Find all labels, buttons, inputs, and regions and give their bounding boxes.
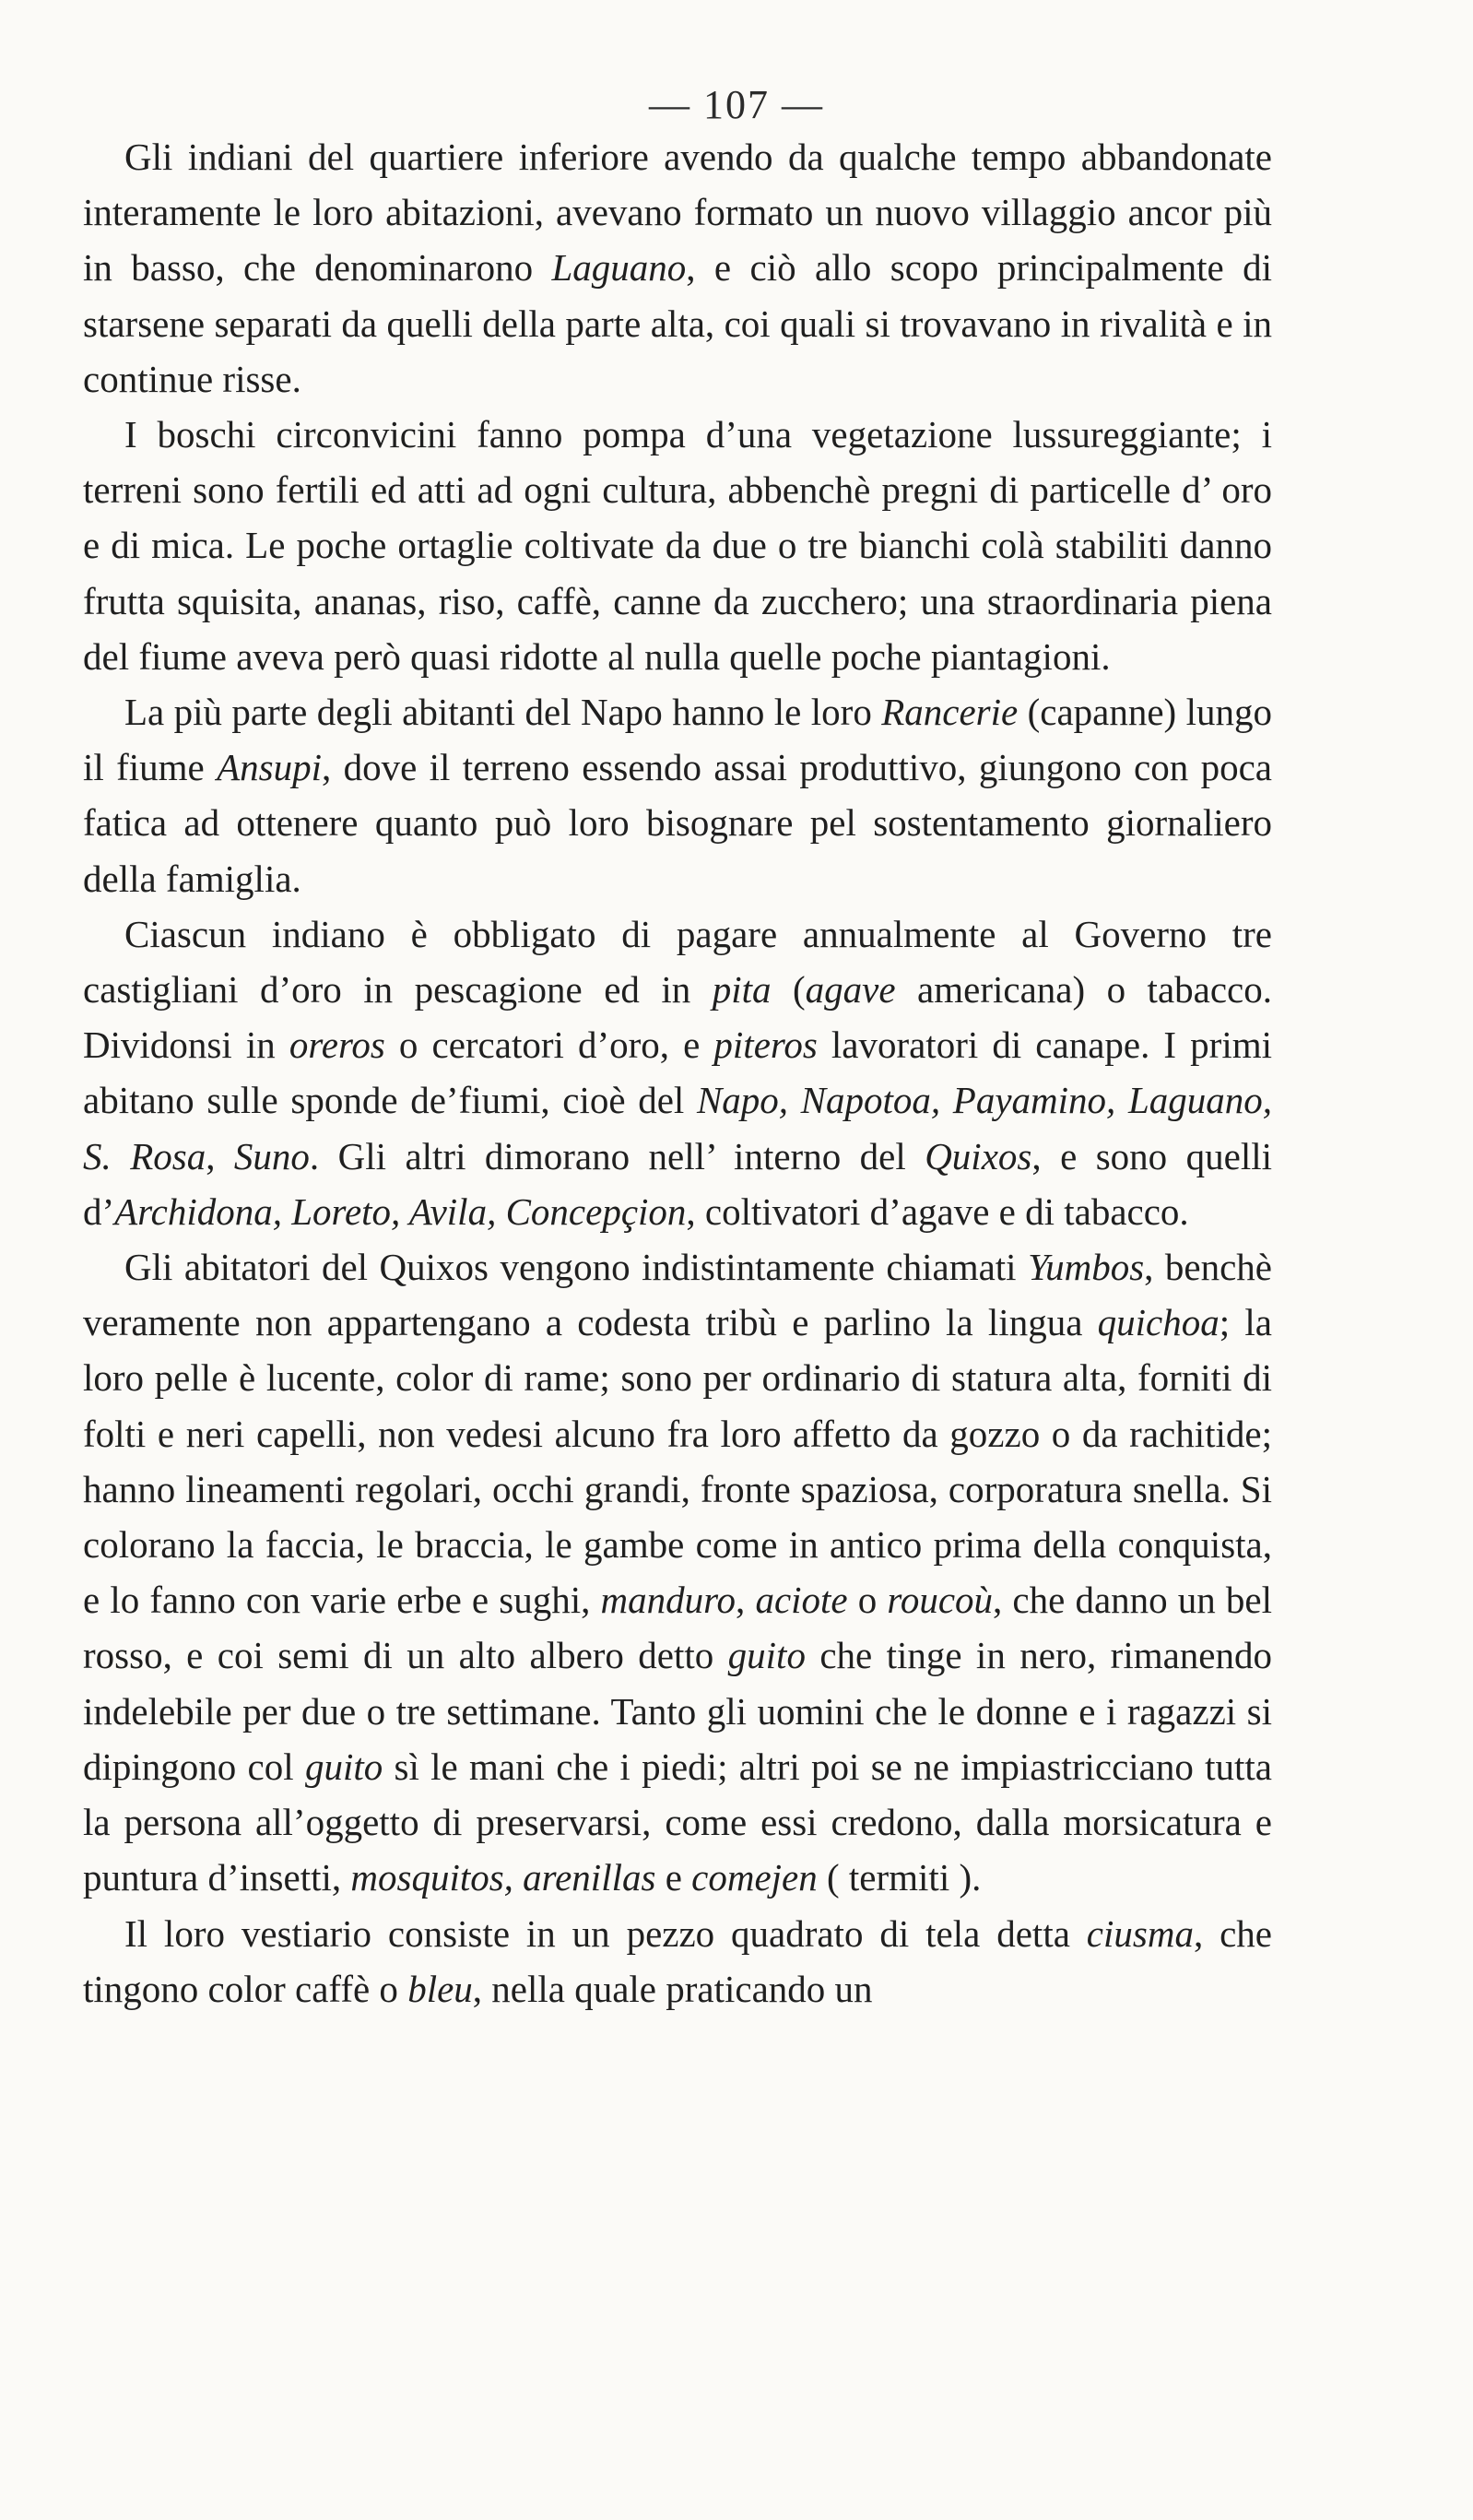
text-run: ; la loro pelle è lucente, color di rame; sono per ordinario di statura alta, forniti di folti e neri capelli, non vedesi alcuno fra loro affetto da gozzo o da rachitide; hanno lineamenti regolari, occhi grandi, fronte spaziosa, corporatura snella. Si colorano la faccia, le braccia, le gambe come in antico prima della conquista, e lo fanno con varie erbe e sughi, xyxy=(83,1301,1272,1622)
paragraph xyxy=(83,684,1272,906)
paragraph xyxy=(83,129,1272,407)
italic-term: bleu xyxy=(407,1967,473,2010)
italic-term: Laguano xyxy=(551,246,687,290)
italic-term: Quixos xyxy=(925,1134,1032,1177)
italic-term: guito xyxy=(304,1745,383,1788)
italic-term: Yumbos xyxy=(1028,1246,1145,1289)
text-run: Il loro vestiario consiste in un pezzo quadrato di tela detta xyxy=(124,1911,1087,1955)
text-run: Ciascun indiano è obbligato di pagare annualmente al Governo tre castigliani d’oro in pescagione ed in xyxy=(83,912,1272,1012)
text-run: o cercatori d’oro, e xyxy=(384,1023,714,1067)
text-run: americana) o tabacco. Dividonsi in xyxy=(83,968,1272,1067)
text-run: Gli indiani del quartiere inferiore avendo da qualche tempo abbandonate interamente le loro abitazioni, avevano formato un nuovo villaggio ancor più in basso, che denominarono xyxy=(83,136,1272,290)
text-run: , che tingono color caffè o xyxy=(83,1911,1272,2010)
text-run: sì le mani che i piedi; altri poi se ne impiastricciano tutta la persona all’oggetto di preservarsi, come essi credono, dalla morsicatura e puntura d’insetti, xyxy=(83,1745,1272,1899)
text-run: lavoratori di canape. I primi abitano sulle sponde de’fiumi, cioè del xyxy=(83,1023,1272,1122)
text-run: , e ciò allo scopo principalmente di starsene separati da quelli della parte alta, coi quali si trovavano in rivalità e in continue risse. xyxy=(83,246,1272,400)
text-run: , benchè veramente non appartengano a codesta tribù e parlino la lingua xyxy=(83,1246,1272,1344)
italic-term: Archidona, Loreto, Avila, Concepçion xyxy=(114,1189,687,1233)
italic-term: quichoa xyxy=(1097,1301,1220,1344)
paragraph xyxy=(83,407,1272,684)
text-run: (capanne) lungo il fiume xyxy=(83,691,1272,789)
italic-term: Napo, Napotoa, Payamino, Laguano, S. Rosa xyxy=(83,1079,1272,1177)
text-run: , xyxy=(206,1134,234,1177)
paragraph xyxy=(83,1239,1272,1905)
italic-term: mosquitos, arenillas xyxy=(350,1856,656,1899)
text-run: , nella quale praticando un xyxy=(472,1967,873,2010)
paragraph xyxy=(83,906,1272,1239)
text-run: , xyxy=(736,1579,756,1622)
text-run: o xyxy=(847,1579,888,1622)
italic-term: comejen xyxy=(691,1856,818,1899)
text-run: , coltivatori d’agave e di tabacco. xyxy=(686,1189,1189,1233)
text-run: Gli abitatori del Quixos vengono indistintamente chiamati xyxy=(124,1246,1029,1289)
text-run: che tinge in nero, rimanendo indelebile per due o tre settimane. Tanto gli uomini che le donne e i ragazzi si dipingono col xyxy=(83,1634,1272,1788)
text-run: ( termiti ). xyxy=(817,1856,982,1899)
italic-term: manduro xyxy=(600,1579,736,1622)
body-text xyxy=(83,129,1272,2017)
italic-term: Suno xyxy=(233,1134,310,1177)
text-run: La più parte degli abitanti del Napo hanno le loro xyxy=(124,691,882,734)
italic-term: ciusma xyxy=(1086,1911,1194,1955)
italic-term: Ansupi xyxy=(217,746,323,789)
italic-term: Rancerie xyxy=(881,691,1019,734)
paragraph xyxy=(83,1906,1272,2017)
text-run: . Gli altri dimorano nell’ interno del xyxy=(309,1134,925,1177)
page-number: — 107 — xyxy=(649,82,824,127)
italic-term: guito xyxy=(727,1634,806,1677)
text-run: , dove il terreno essendo assai produttivo, giungono con poca fatica ad ottenere quanto può loro bisognare pel sostentamento giornaliero della famiglia. xyxy=(83,746,1272,900)
italic-term: aciote xyxy=(755,1579,848,1622)
text-run: ( xyxy=(771,968,806,1012)
text-run: I boschi circonvicini fanno pompa d’una vegetazione lussureggiante; i terreni sono fertili ed atti ad ogni cultura, abbenchè pregni di particelle d’ oro e di mica. Le poche ortaglie coltivate da due o tre bianchi colà stabiliti danno frutta squisita, ananas, riso, caffè, canne da zucchero; una straordinaria piena del fiume aveva però quasi ridotte al nulla quelle poche piantagioni. xyxy=(83,413,1272,678)
text-run: , che danno un bel rosso, e coi semi di un alto albero detto xyxy=(83,1579,1273,1677)
italic-term: roucoù xyxy=(887,1579,994,1622)
italic-term: piteros xyxy=(713,1023,818,1067)
italic-term: agave xyxy=(805,968,896,1012)
italic-term: oreros xyxy=(289,1023,385,1067)
italic-term: pita xyxy=(712,968,772,1012)
text-run: , e sono quelli d’ xyxy=(83,1134,1272,1233)
text-run: e xyxy=(655,1856,692,1899)
